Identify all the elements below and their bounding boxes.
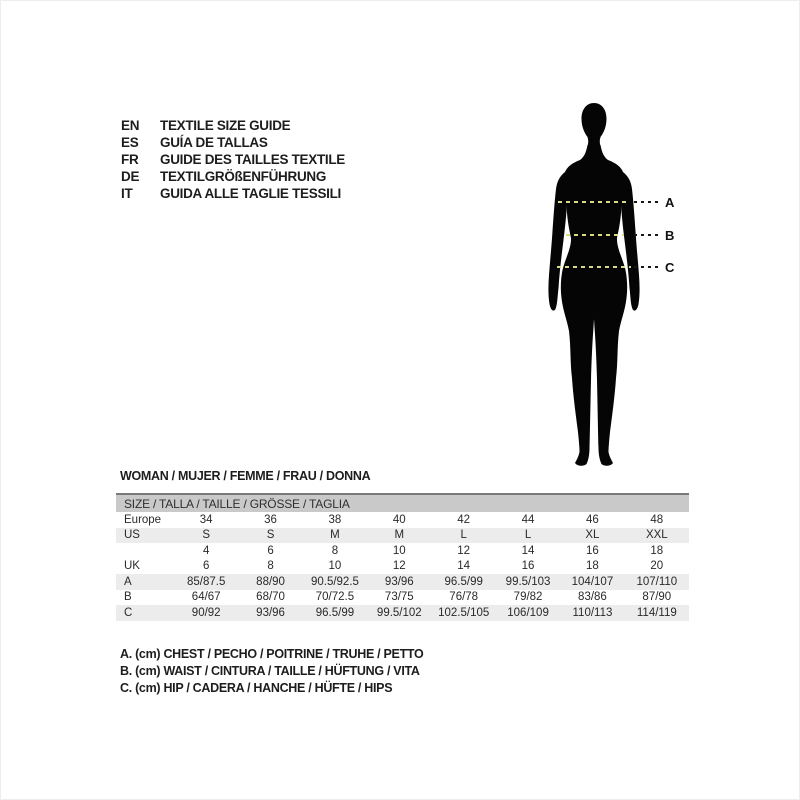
- lang-code: FR: [121, 152, 139, 167]
- language-title-block: [121, 117, 345, 202]
- table-row-chest: [116, 574, 689, 590]
- cell: 14: [521, 544, 535, 557]
- row-label: [116, 543, 174, 559]
- cell: 16: [521, 560, 535, 573]
- cell: 8: [267, 560, 274, 573]
- cell: 70/72.5: [315, 591, 355, 604]
- cell: 46: [586, 513, 599, 526]
- cell: 79/82: [513, 591, 543, 604]
- cell: XL: [560, 528, 624, 544]
- table-header-row: [116, 494, 689, 512]
- cell: 38: [328, 513, 342, 526]
- table-row-europe: [116, 512, 689, 528]
- row-label: C: [116, 605, 174, 621]
- cell: 76/78: [449, 591, 479, 604]
- silhouette-body: [561, 145, 627, 466]
- measurement-legend: [120, 646, 423, 697]
- row-label: Europe: [124, 513, 162, 526]
- cell: 85/87.5: [174, 574, 238, 590]
- measure-line-c-body: [557, 266, 631, 268]
- cell: 88/90: [238, 574, 302, 590]
- cell: 36: [264, 513, 277, 526]
- cell: 110/113: [560, 605, 624, 621]
- cell: 20: [650, 560, 664, 573]
- lang-code: DE: [121, 169, 140, 184]
- cell: S: [238, 528, 302, 544]
- cell: 93/96: [238, 605, 302, 621]
- cell: 14: [457, 560, 471, 573]
- table-row-uk: [116, 559, 689, 575]
- cell: 10: [328, 560, 342, 573]
- cell: 73/75: [384, 591, 414, 604]
- legend-waist: B. (cm) WAIST / CINTURA / TAILLE / HÜFTUNG / VITA: [120, 664, 420, 678]
- cell: 6: [267, 544, 274, 557]
- measure-line-b-out: [634, 234, 661, 236]
- woman-silhouette-figure: [544, 101, 644, 469]
- table-row-us: [116, 528, 689, 544]
- measure-line-a-out: [634, 201, 661, 203]
- cell: 99.5/103: [496, 574, 560, 590]
- cell: 83/86: [578, 591, 607, 604]
- silhouette-head: [582, 103, 607, 146]
- cell: 90.5/92.5: [303, 574, 367, 590]
- woman-silhouette-svg: [544, 101, 644, 469]
- table-row-waist: [116, 590, 689, 606]
- title-text: GUÍA DE TALLAS: [160, 135, 268, 150]
- measure-label-a: A: [665, 195, 675, 210]
- cell: 96.5/99: [303, 605, 367, 621]
- title-text: TEXTILGRÖßENFÜHRUNG: [160, 169, 327, 184]
- title-row-it: [121, 185, 345, 202]
- measure-label-b: B: [665, 228, 675, 243]
- cell: 40: [392, 513, 406, 526]
- size-table: [116, 493, 689, 621]
- cell: 18: [650, 544, 664, 557]
- title-row-fr: [121, 151, 345, 168]
- cell: 34: [199, 513, 213, 526]
- row-label: UK: [124, 560, 140, 573]
- measure-line-a-body: [558, 201, 630, 203]
- lang-code: ES: [121, 135, 139, 150]
- cell: S: [174, 528, 238, 544]
- title-row-en: [121, 117, 345, 134]
- cell: 93/96: [367, 574, 431, 590]
- cell: 18: [586, 560, 599, 573]
- cell: L: [432, 528, 496, 544]
- measure-line-c-out: [634, 266, 661, 268]
- cell: M: [303, 528, 367, 544]
- title-row-es: [121, 134, 345, 151]
- table-caption: WOMAN / MUJER / FEMME / FRAU / DONNA: [120, 469, 371, 483]
- cell: 107/110: [625, 574, 689, 590]
- cell: 16: [586, 544, 599, 557]
- cell: 6: [202, 560, 210, 573]
- measure-line-b-body: [566, 234, 624, 236]
- cell: 8: [331, 544, 339, 557]
- cell: 64/67: [191, 591, 221, 604]
- legend-hip: C. (cm) HIP / CADERA / HANCHE / HÜFTE / HIPS: [120, 681, 393, 695]
- cell: 48: [650, 513, 664, 526]
- cell: 12: [457, 544, 471, 557]
- cell: 102.5/105: [432, 605, 496, 621]
- cell: 104/107: [560, 574, 624, 590]
- cell: 90/92: [174, 605, 238, 621]
- row-label: B: [124, 591, 132, 604]
- cell: 96.5/99: [432, 574, 496, 590]
- cell: 10: [392, 544, 406, 557]
- title-row-de: [121, 168, 345, 185]
- legend-chest: A. (cm) CHEST / PECHO / POITRINE / TRUHE / PETTO: [120, 647, 424, 661]
- title-text: GUIDA ALLE TAGLIE TESSILI: [160, 186, 341, 201]
- lang-code: IT: [121, 186, 133, 201]
- cell: 68/70: [256, 591, 285, 604]
- row-label: US: [116, 528, 174, 544]
- cell: 4: [202, 544, 210, 557]
- cell: XXL: [625, 528, 689, 544]
- cell: 114/119: [625, 605, 689, 621]
- cell: L: [496, 528, 560, 544]
- cell: 99.5/102: [367, 605, 431, 621]
- title-text: TEXTILE SIZE GUIDE: [160, 118, 291, 133]
- cell: 12: [392, 560, 406, 573]
- table-row-us-numeric: [116, 543, 689, 559]
- cell: 87/90: [642, 591, 672, 604]
- table-row-hip: [116, 605, 689, 621]
- lang-code: EN: [121, 118, 140, 133]
- measure-label-c: C: [665, 260, 675, 275]
- cell: M: [367, 528, 431, 544]
- title-text: GUIDE DES TAILLES TEXTILE: [160, 152, 346, 167]
- row-label: A: [116, 574, 174, 590]
- cell: 42: [457, 513, 471, 526]
- table-header: SIZE / TALLA / TAILLE / GRÖSSE / TAGLIA: [116, 494, 689, 512]
- cell: 106/109: [496, 605, 560, 621]
- cell: 44: [521, 513, 535, 526]
